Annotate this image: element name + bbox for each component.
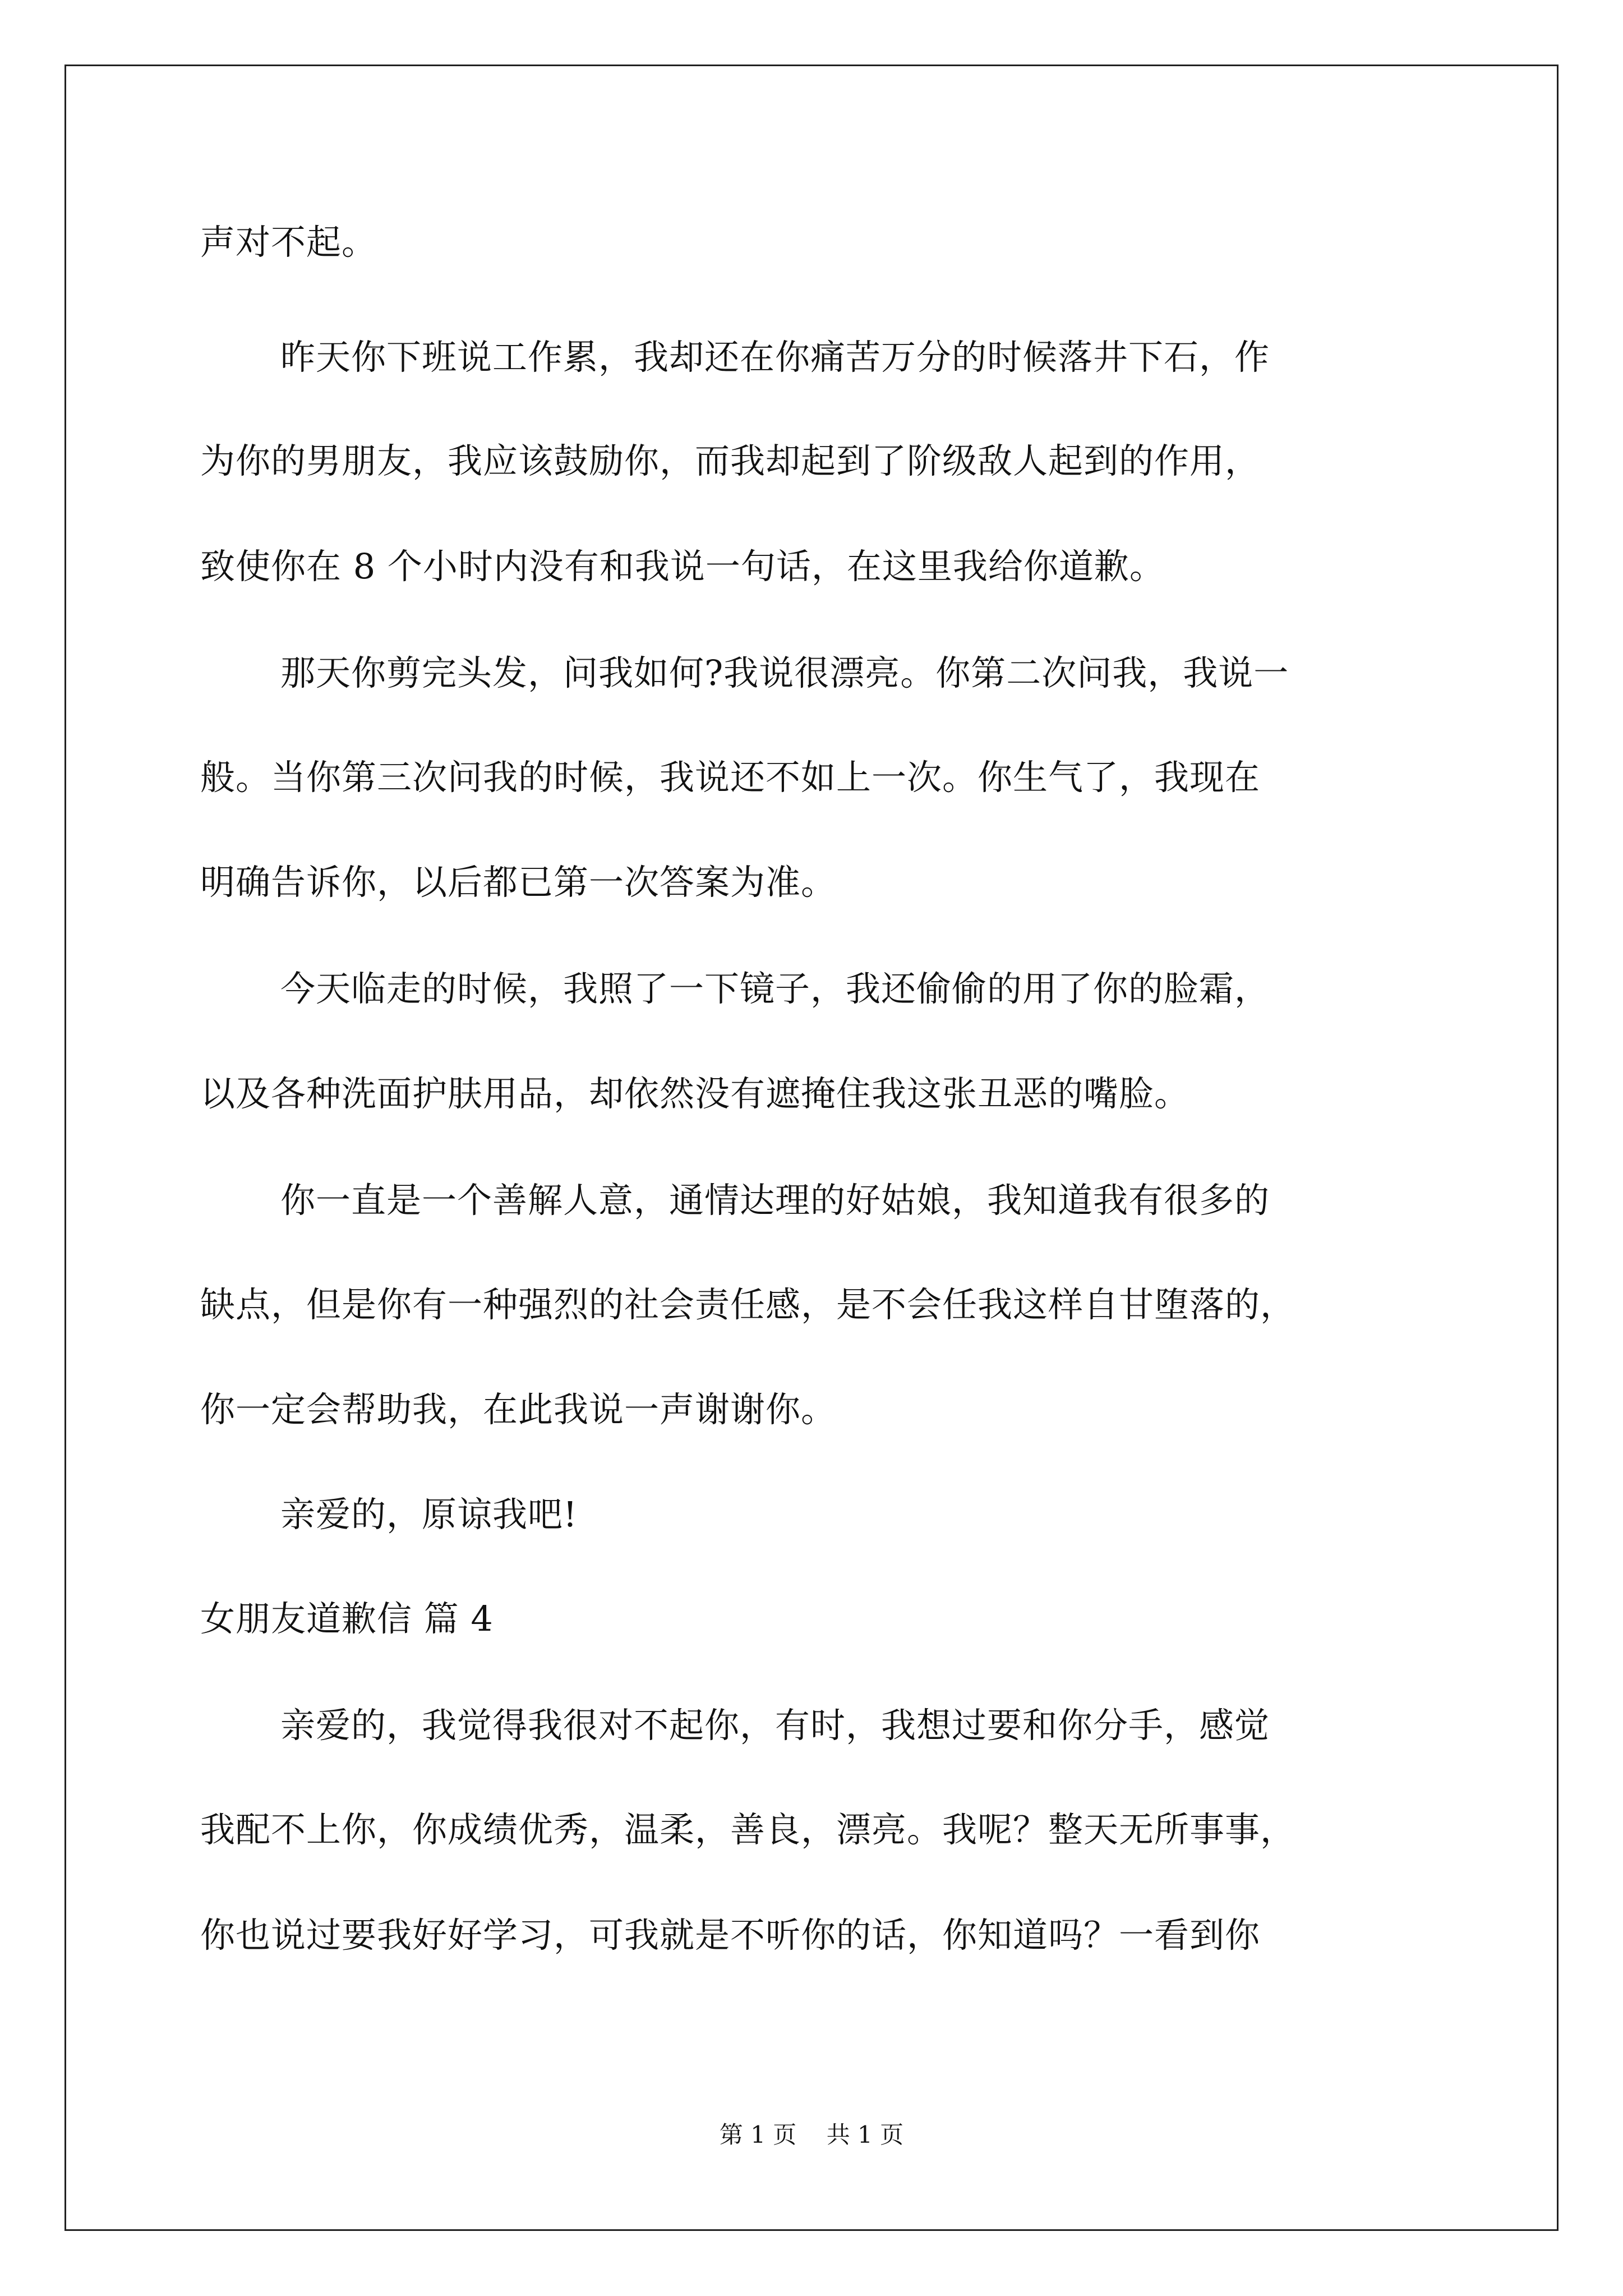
text-line: 般。当你第三次问我的时候，我说还不如上一次。你生气了，我现在 (200, 757, 1261, 798)
paragraph-first-line: 那天你剪完头发，问我如何?我说很漂亮。你第二次问我，我说一 (280, 652, 1289, 693)
text-line: 致使你在 8 个小时内没有和我说一句话，在这里我给你道歉。 (200, 546, 1165, 587)
text-line: 明确告诉你，以后都已第一次答案为准。 (200, 862, 837, 903)
paragraph-first-line: 亲爱的，原谅我吧! (280, 1494, 578, 1535)
page-border (64, 65, 1559, 2231)
text-line: 你也说过要我好好学习，可我就是不听你的话，你知道吗？一看到你 (200, 1915, 1261, 1955)
section-heading: 女朋友道歉信 篇 4 (200, 1598, 494, 1639)
paragraph-first-line: 亲爱的，我觉得我很对不起你，有时，我想过要和你分手，感觉 (280, 1705, 1270, 1746)
text-line: 为你的男朋友，我应该鼓励你，而我却起到了阶级敌人起到的作用， (200, 440, 1261, 481)
paragraph-first-line: 今天临走的时候，我照了一下镜子，我还偷偷的用了你的脸霜， (280, 968, 1270, 1009)
paragraph-first-line: 你一直是一个善解人意，通情达理的好姑娘，我知道我有很多的 (280, 1180, 1270, 1221)
text-line: 以及各种洗面护肤用品，却依然没有遮掩住我这张丑恶的嘴脸。 (200, 1073, 1190, 1114)
text-line: 声对不起。 (200, 222, 377, 263)
page-footer: 第 1 页 共 1 页 (719, 2121, 904, 2148)
text-line: 缺点，但是你有一种强烈的社会责任感，是不会任我这样自甘堕落的， (200, 1284, 1296, 1325)
paragraph-first-line: 昨天你下班说工作累，我却还在你痛苦万分的时候落井下石，作 (280, 337, 1270, 378)
text-line: 我配不上你，你成绩优秀，温柔，善良，漂亮。我呢？整天无所事事， (200, 1809, 1296, 1850)
text-line: 你一定会帮助我，在此我说一声谢谢你。 (200, 1389, 837, 1430)
